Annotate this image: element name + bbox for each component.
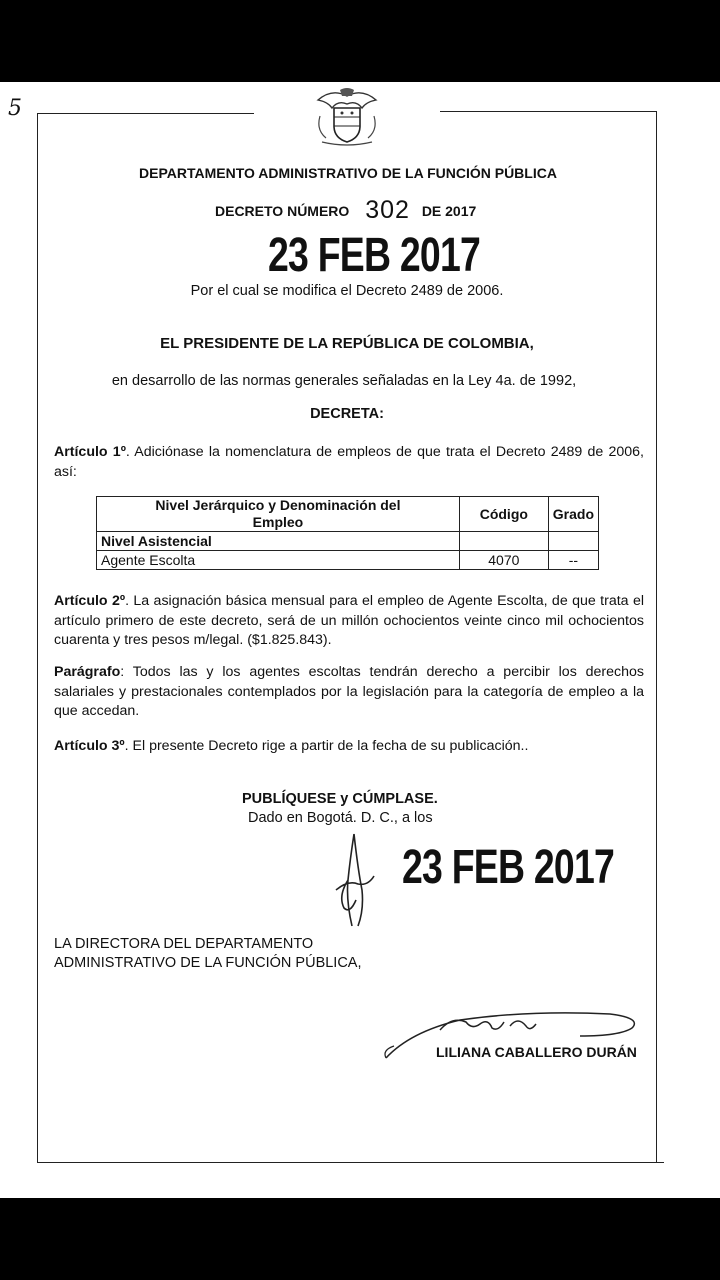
header-denomination: Nivel Jerárquico y Denominación del Empleo <box>97 497 460 532</box>
director-name: LILIANA CABALLERO DURÁN <box>436 1044 637 1060</box>
article-2-text: . La asignación básica mensual para el empleo de Agente Escolta, de que trata el artículo primero de este decreto, será de un millón ochocientos veinte cinco mil ochocientos cuarenta y tres pesos m/legal. ($1.825.843). <box>54 593 644 648</box>
level-grado-empty <box>548 532 598 551</box>
decree-date-stamp: 23 FEB 2017 <box>268 229 481 282</box>
frame-right <box>656 111 657 1163</box>
row-denomination: Agente Escolta <box>97 551 460 570</box>
header-grado: Grado <box>548 497 598 532</box>
employment-table <box>96 496 599 570</box>
paragraph-text: : Todos las y los agentes escoltas tendrán derecho a percibir los derechos salariales y prestacionales contemplados por la legislación para la categoría de empleo a la que accedan. <box>54 664 644 719</box>
decree-prefix: DECRETO NÚMERO <box>215 203 350 219</box>
table-header-row <box>97 497 599 532</box>
basis-text: en desarrollo de las normas generales señaladas en la Ley 4a. de 1992, <box>111 373 577 389</box>
frame-top-right <box>440 111 656 112</box>
table-row <box>97 551 599 570</box>
paragraph <box>54 663 644 722</box>
level-label: Nivel Asistencial <box>97 532 460 551</box>
director-title-line2: ADMINISTRATIVO DE LA FUNCIÓN PÚBLICA, <box>54 955 362 971</box>
frame-bottom <box>37 1162 664 1163</box>
closing-date-stamp: 23 FEB 2017 <box>402 841 615 894</box>
given-line: Dado en Bogotá. D. C., a los <box>248 810 433 826</box>
document-page <box>0 82 720 1198</box>
article-1-label: Artículo 1º <box>54 444 126 460</box>
frame-top-left <box>38 113 254 114</box>
institution-heading: DEPARTAMENTO ADMINISTRATIVO DE LA FUNCIÓN PÚBLICA <box>139 165 557 181</box>
row-codigo: 4070 <box>459 551 548 570</box>
publish-line: PUBLÍQUESE y CÚMPLASE. <box>242 791 438 807</box>
row-grado: -- <box>548 551 598 570</box>
level-codigo-empty <box>459 532 548 551</box>
page-number: 5 <box>8 96 22 121</box>
article-1 <box>54 443 644 482</box>
coat-of-arms-icon <box>312 86 382 148</box>
frame-left <box>37 113 38 1163</box>
decree-subject: Por el cual se modifica el Decreto 2489 de 2006. <box>190 283 504 299</box>
article-3-label: Artículo 3º <box>54 738 125 754</box>
table-level-row <box>97 532 599 551</box>
decree-number: 302 <box>365 196 410 224</box>
article-3 <box>54 737 644 757</box>
article-1-text: . Adiciónase la nomenclatura de empleos de que trata el Decreto 2489 de 2006, así: <box>54 444 644 480</box>
decree-year: DE 2017 <box>421 203 477 219</box>
paragraph-label: Parágrafo <box>54 664 121 680</box>
decree-number-line <box>215 194 476 223</box>
director-title-line1: LA DIRECTORA DEL DEPARTAMENTO <box>54 936 314 952</box>
article-2 <box>54 592 644 651</box>
authority-heading: EL PRESIDENTE DE LA REPÚBLICA DE COLOMBIA, <box>160 335 534 352</box>
presidential-signature <box>328 830 380 930</box>
article-3-text: . El presente Decreto rige a partir de la fecha de su publicación.. <box>124 738 529 754</box>
decreta-heading: DECRETA: <box>310 406 384 422</box>
header-codigo: Código <box>459 497 548 532</box>
article-2-label: Artículo 2º <box>54 593 126 609</box>
